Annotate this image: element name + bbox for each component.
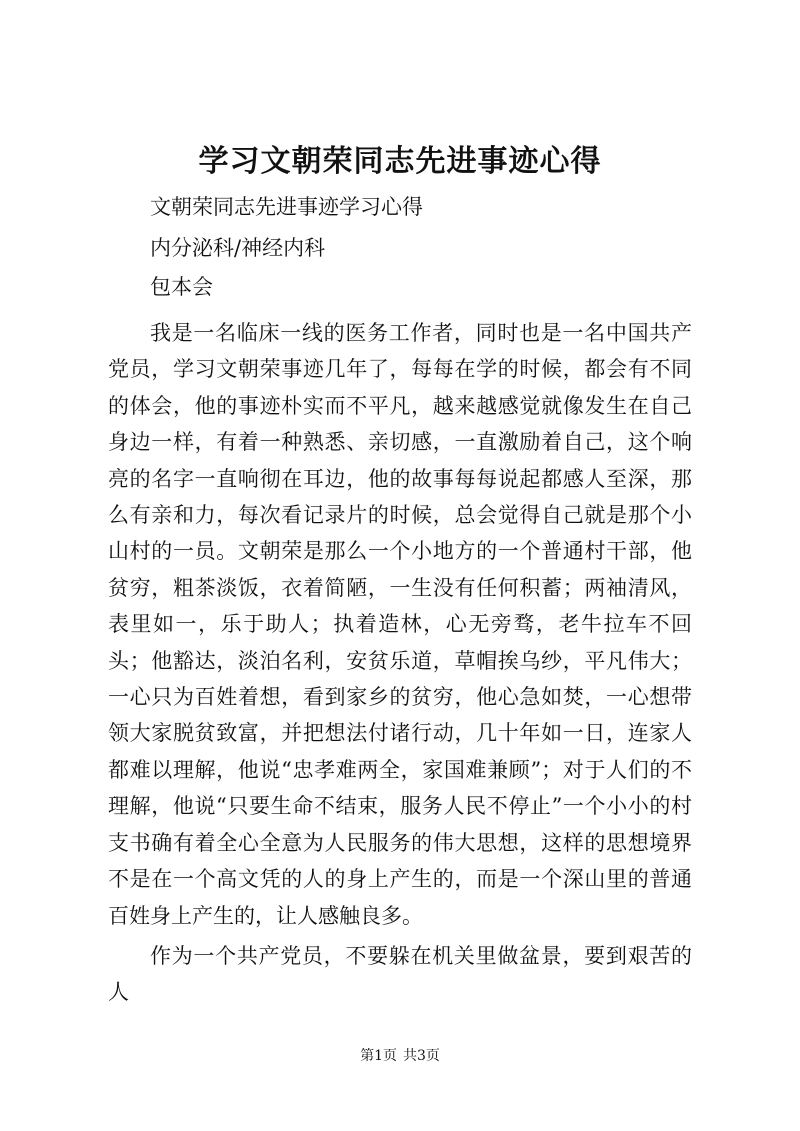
paragraph-2: 作为一个共产党员，不要躲在机关里做盆景，要到艰苦的人	[108, 943, 692, 1005]
page-total: 共3页	[403, 1048, 440, 1064]
document-title: 学习文朝荣同志先进事迹心得	[198, 144, 602, 179]
document-subtitle: 文朝荣同志先进事迹学习心得	[150, 195, 423, 219]
author-line: 包本会	[150, 275, 213, 299]
page-number: 第1页	[360, 1048, 397, 1064]
paragraph-1: 我是一名临床一线的医务工作者，同时也是一名中国共产党员，学习文朝荣事迹几年了，每每在学的时候，都会有不同的体会，他的事迹朴实而不平凡，越来越感觉就像发生在自己身边一样，有着一种熟悉、亲切感，一直激励着自己，这个响亮的名字一直响彻在耳边，他的故事每每说起都感人至深，那么有亲和力，每次看记录片的时候，总会觉得自己就是那个小山村的一员。文朝荣是那么一个小地方的一个普通村干部，他贫穷，粗茶淡饭，衣着简陋，一生没有任何积蓄；两袖清风，表里如一，乐于助人；执着造林，心无旁骛，老牛拉车不回头；他豁达，淡泊名利，安贫乐道，草帽挨乌纱，平凡伟大；一心只为百姓着想，看到家乡的贫穷，他心急如焚，一心想带领大家脱贫致富，并把想法付诸行动，几十年如一日，连家人都难以理解，他说“忠孝难两全，家国难兼顾”；对于人们的不理解，他说“只要生命不结束，服务人民不停止”一个小小的村支书确有着全心全意为人民服务的伟大思想，这样的思想境界不是在一个高文凭的人的身上产生的，而是一个深山里的普通百姓身上产生的，让人感触良多。	[108, 321, 692, 928]
page-footer	[0, 1046, 800, 1066]
body-text	[108, 315, 692, 1011]
department-line: 内分泌科/神经内科	[150, 236, 326, 260]
